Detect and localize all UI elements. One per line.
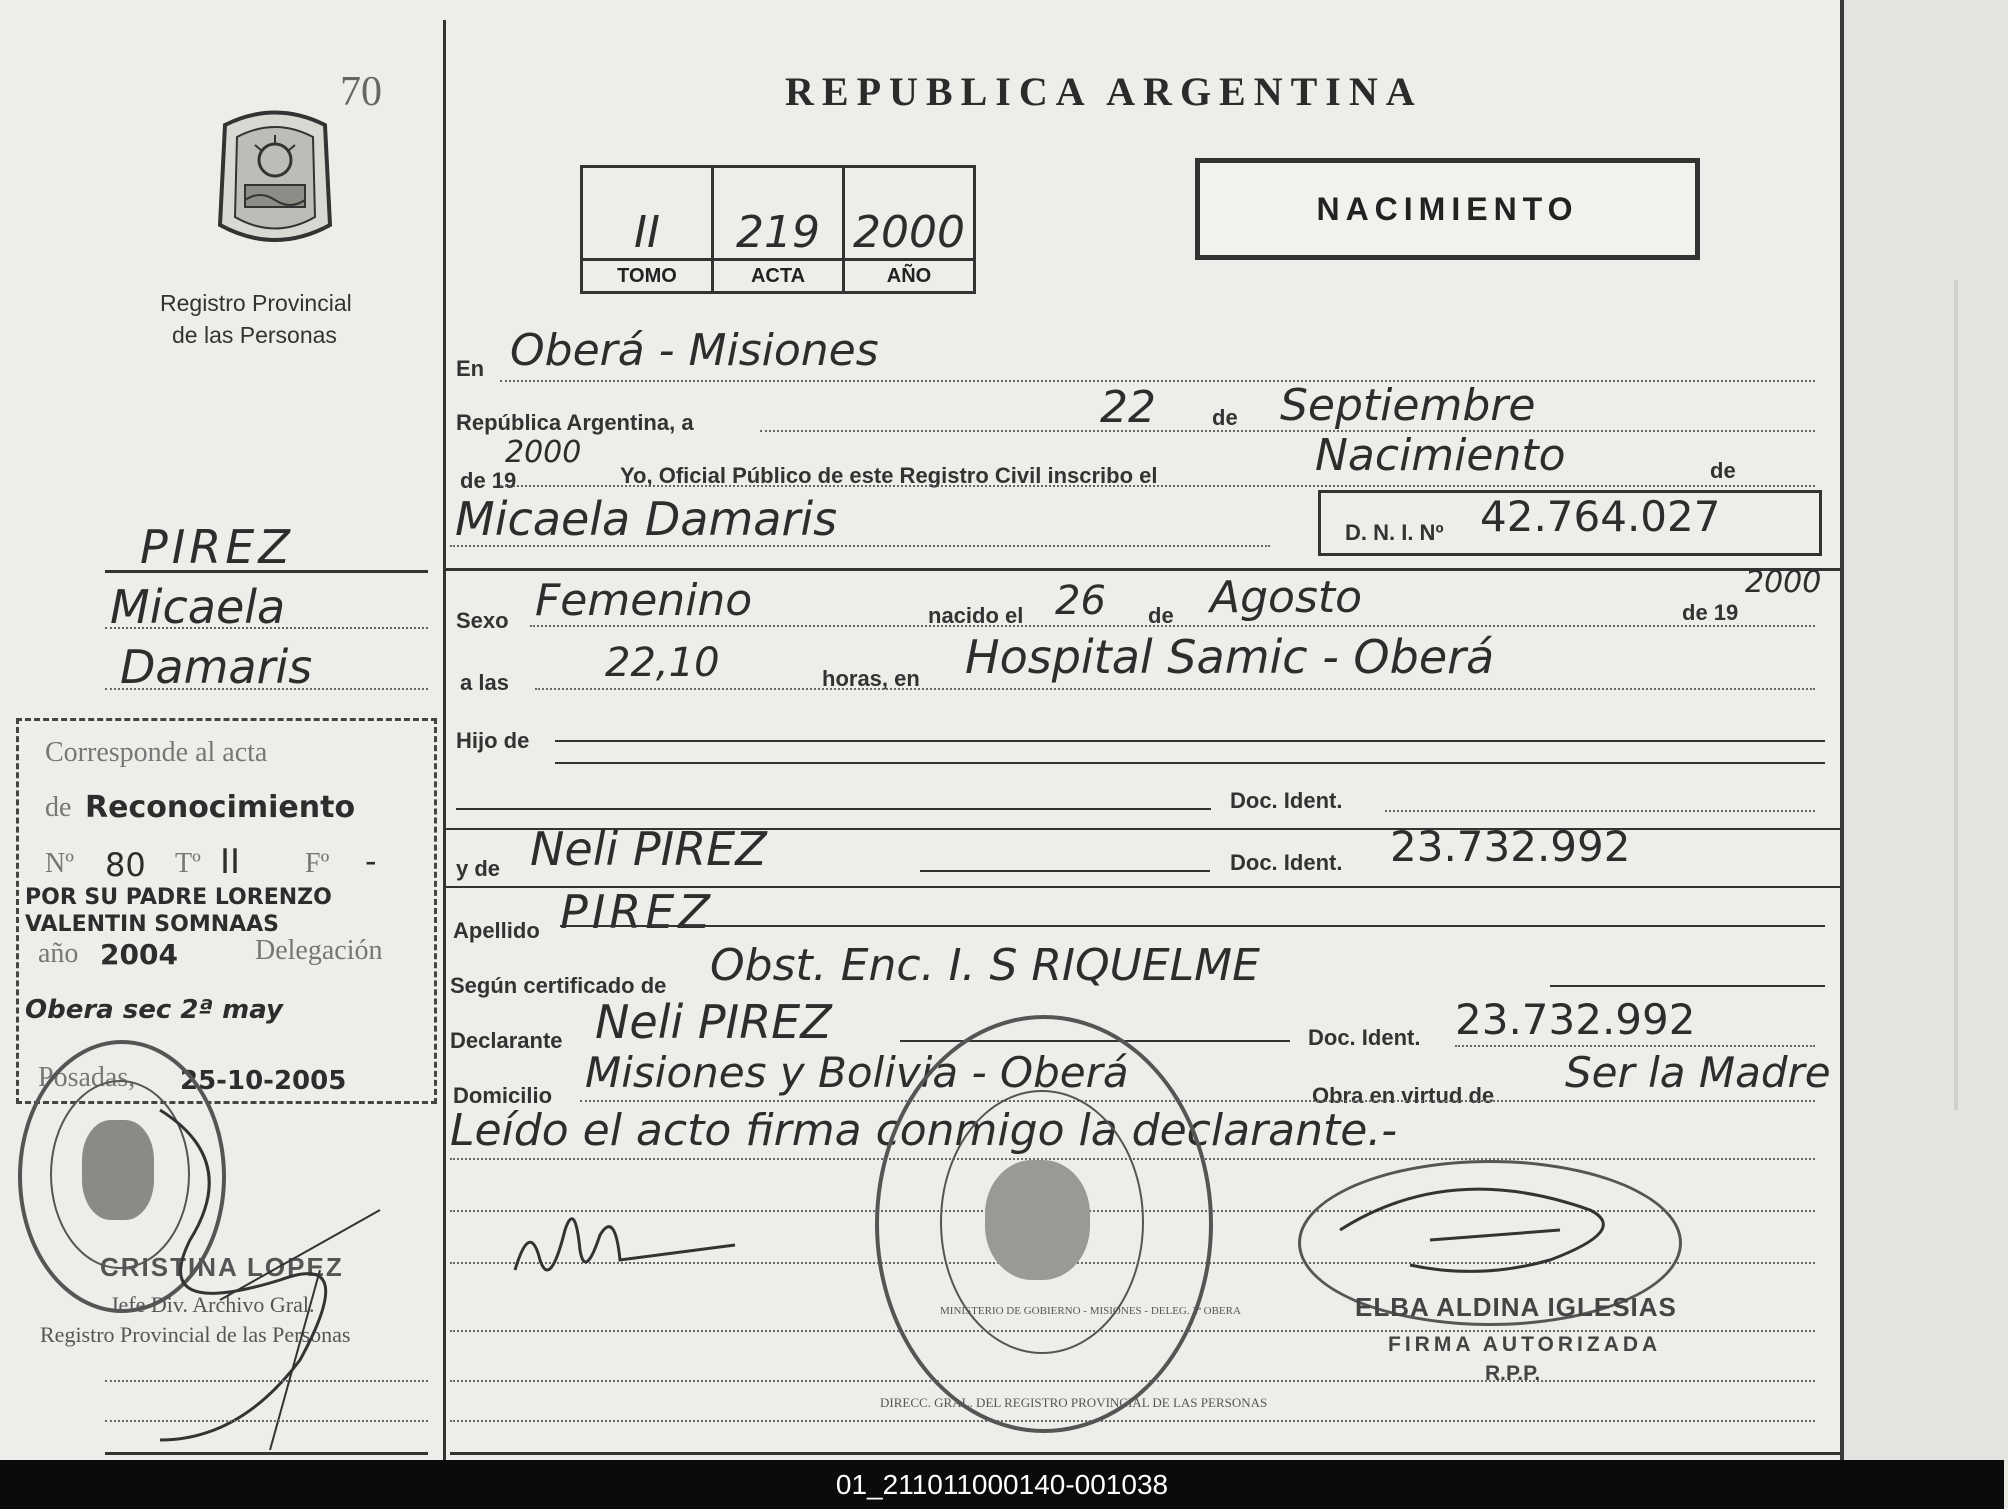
margin-ano-value: 2004	[100, 938, 178, 971]
form-line	[1550, 985, 1825, 987]
alas-label: a las	[460, 670, 509, 695]
mother-doc: 23.732.992	[1390, 822, 1631, 871]
mother-doc-label: Doc. Ident.	[1230, 850, 1343, 875]
form-line	[555, 740, 1825, 742]
nacido-label: nacido el	[928, 603, 1024, 628]
margin-no-value: 80	[105, 846, 146, 884]
margin-divider	[443, 20, 446, 1460]
en-value: Oberá - Misiones	[510, 325, 879, 376]
seal-emblem-icon	[985, 1160, 1090, 1280]
form-line	[456, 808, 1211, 810]
margin-line	[105, 1420, 428, 1422]
declarante-doc-label: Doc. Ident.	[1308, 1025, 1421, 1050]
sexo-label: Sexo	[456, 608, 509, 633]
authorized-signature	[1330, 1170, 1630, 1290]
acta-value: 219	[713, 167, 844, 260]
form-line	[500, 380, 1815, 382]
year-value: 2000	[505, 435, 582, 470]
margin-delegacion-label: Delegación	[255, 935, 383, 966]
center-seal-text: DIRECC. GRAL. DEL REGISTRO PROVINCIAL DE LAS PERSONAS	[880, 1395, 1268, 1410]
inscribe-value: Nacimiento	[1315, 430, 1566, 481]
margin-delegacion-value: Obera sec 2ª may	[25, 995, 283, 1025]
margin-tomo-value: II	[220, 842, 241, 882]
scan-background-strip	[1840, 0, 2008, 1460]
tomo-value: II	[582, 167, 713, 260]
margin-surname: PIREZ	[140, 520, 294, 574]
page-fold	[1954, 280, 1958, 1110]
mother-name: Neli PIREZ	[530, 822, 767, 876]
form-line	[580, 1100, 1815, 1102]
officer-signature	[505, 1190, 745, 1300]
margin-line	[105, 570, 428, 573]
margin-folio-label: Fº	[305, 848, 330, 879]
apellido-label: Apellido	[453, 918, 540, 943]
yo-label: Yo, Oficial Público de este Registro Civil inscribo el	[620, 463, 1158, 488]
margin-de-value: Reconocimiento	[85, 790, 356, 825]
signature-org: R.P.P.	[1485, 1362, 1541, 1385]
declarante-value: Neli PIREZ	[595, 995, 832, 1049]
leido-value: Leído el acto firma conmigo la declarante.-	[450, 1105, 1398, 1156]
margin-de-label: de	[45, 792, 72, 823]
section-divider	[446, 568, 1840, 571]
form-line	[450, 1452, 1840, 1455]
certificado-label: Según certificado de	[450, 973, 667, 998]
margin-por-line1: POR SU PADRE LORENZO	[25, 885, 332, 910]
margin-posadas-label: Posadas,	[38, 1062, 136, 1093]
margin-middle-name: Damaris	[120, 640, 313, 694]
yde-label: y de	[456, 856, 501, 881]
hijo-label: Hijo de	[456, 728, 530, 753]
margin-line	[105, 1380, 428, 1382]
form-line	[1455, 1045, 1815, 1047]
form-line	[535, 688, 1815, 690]
margin-line	[105, 627, 428, 629]
day-value: 22	[1100, 382, 1156, 433]
declarante-doc: 23.732.992	[1455, 995, 1696, 1044]
center-seal-inner-text: MINISTERIO DE GOBIERNO - MISIONES - DELEG. 2ª OBERA	[940, 1305, 1241, 1317]
margin-corresponde-label: Corresponde al acta	[45, 737, 268, 768]
margin-first-name: Micaela	[110, 580, 286, 634]
registry-name-line2: de las Personas	[172, 322, 337, 348]
born-month: Agosto	[1210, 572, 1363, 623]
declarante-label: Declarante	[450, 1028, 563, 1053]
child-name: Micaela Damaris	[455, 492, 838, 546]
domicilio-value: Misiones y Bolivia - Oberá	[585, 1048, 1129, 1097]
en-label: En	[456, 356, 485, 381]
obra-label: Obra en virtud de	[1312, 1083, 1495, 1108]
de-label3: de	[1148, 603, 1174, 628]
de-label2: de	[1710, 458, 1736, 483]
margin-por-line2: VALENTIN SOMNAAS	[25, 912, 280, 937]
margin-annotation-stamp	[16, 718, 437, 1104]
acta-label: ACTA	[713, 260, 844, 293]
image-id-footer: 01_211011000140-001038	[0, 1460, 2004, 1509]
form-line	[760, 430, 1815, 432]
margin-posadas-date: 25-10-2005	[180, 1066, 347, 1096]
margin-ano-label: año	[38, 938, 79, 969]
de19-label: de 19	[460, 468, 517, 493]
month-value: Septiembre	[1280, 380, 1536, 431]
page-number: 70	[340, 69, 382, 115]
ano-value: 2000	[844, 167, 975, 260]
margin-tomo-label: Tº	[175, 848, 201, 879]
domicilio-label: Domicilio	[453, 1083, 553, 1108]
form-line	[450, 545, 1270, 547]
margin-official-title1: Jefe Div. Archivo Gral.	[110, 1292, 315, 1317]
margin-line	[105, 688, 428, 690]
margin-official-title2: Registro Provincial de las Personas	[40, 1322, 351, 1347]
margin-no-label: Nº	[45, 848, 74, 879]
born-day: 26	[1055, 578, 1106, 624]
apellido-value: PIREZ	[560, 885, 714, 939]
margin-line	[105, 1452, 428, 1455]
margin-official-name: CRISTINA LOPEZ	[100, 1252, 344, 1282]
republica-label: República Argentina, a	[456, 410, 694, 435]
record-number-box	[580, 165, 976, 294]
hour-value: 22,10	[605, 640, 720, 686]
margin-folio-value: -	[365, 842, 377, 880]
form-line	[560, 925, 1825, 927]
born-year: 2000	[1745, 565, 1822, 600]
place-value: Hospital Samic - Oberá	[965, 630, 1495, 684]
header-title: REPUBLICA ARGENTINA	[785, 69, 1423, 114]
form-line	[555, 762, 1825, 764]
de19-label2: de 19	[1682, 600, 1739, 625]
certificado-value: Obst. Enc. I. S RIQUELME	[710, 940, 1260, 991]
horas-label: horas, en	[822, 666, 920, 691]
ano-label: AÑO	[844, 260, 975, 293]
obra-value: Ser la Madre	[1565, 1048, 1831, 1097]
form-line	[530, 625, 1815, 627]
form-line	[920, 870, 1210, 872]
sexo-value: Femenino	[535, 575, 753, 626]
dni-label: D. N. I. Nº	[1345, 520, 1444, 545]
form-line	[500, 485, 1815, 487]
form-line	[1385, 810, 1815, 812]
form-line	[450, 1420, 1815, 1422]
dni-value: 42.764.027	[1480, 492, 1721, 541]
registry-name-line1: Registro Provincial	[160, 290, 352, 316]
margin-signature	[120, 1100, 400, 1460]
tomo-label: TOMO	[582, 260, 713, 293]
misiones-province-seal-icon	[205, 105, 345, 255]
signature-title: FIRMA AUTORIZADA	[1388, 1333, 1662, 1356]
father-doc-label: Doc. Ident.	[1230, 788, 1343, 813]
record-type-box: NACIMIENTO	[1195, 158, 1700, 260]
signature-name: ELBA ALDINA IGLESIAS	[1355, 1292, 1677, 1322]
de-label: de	[1212, 405, 1238, 430]
